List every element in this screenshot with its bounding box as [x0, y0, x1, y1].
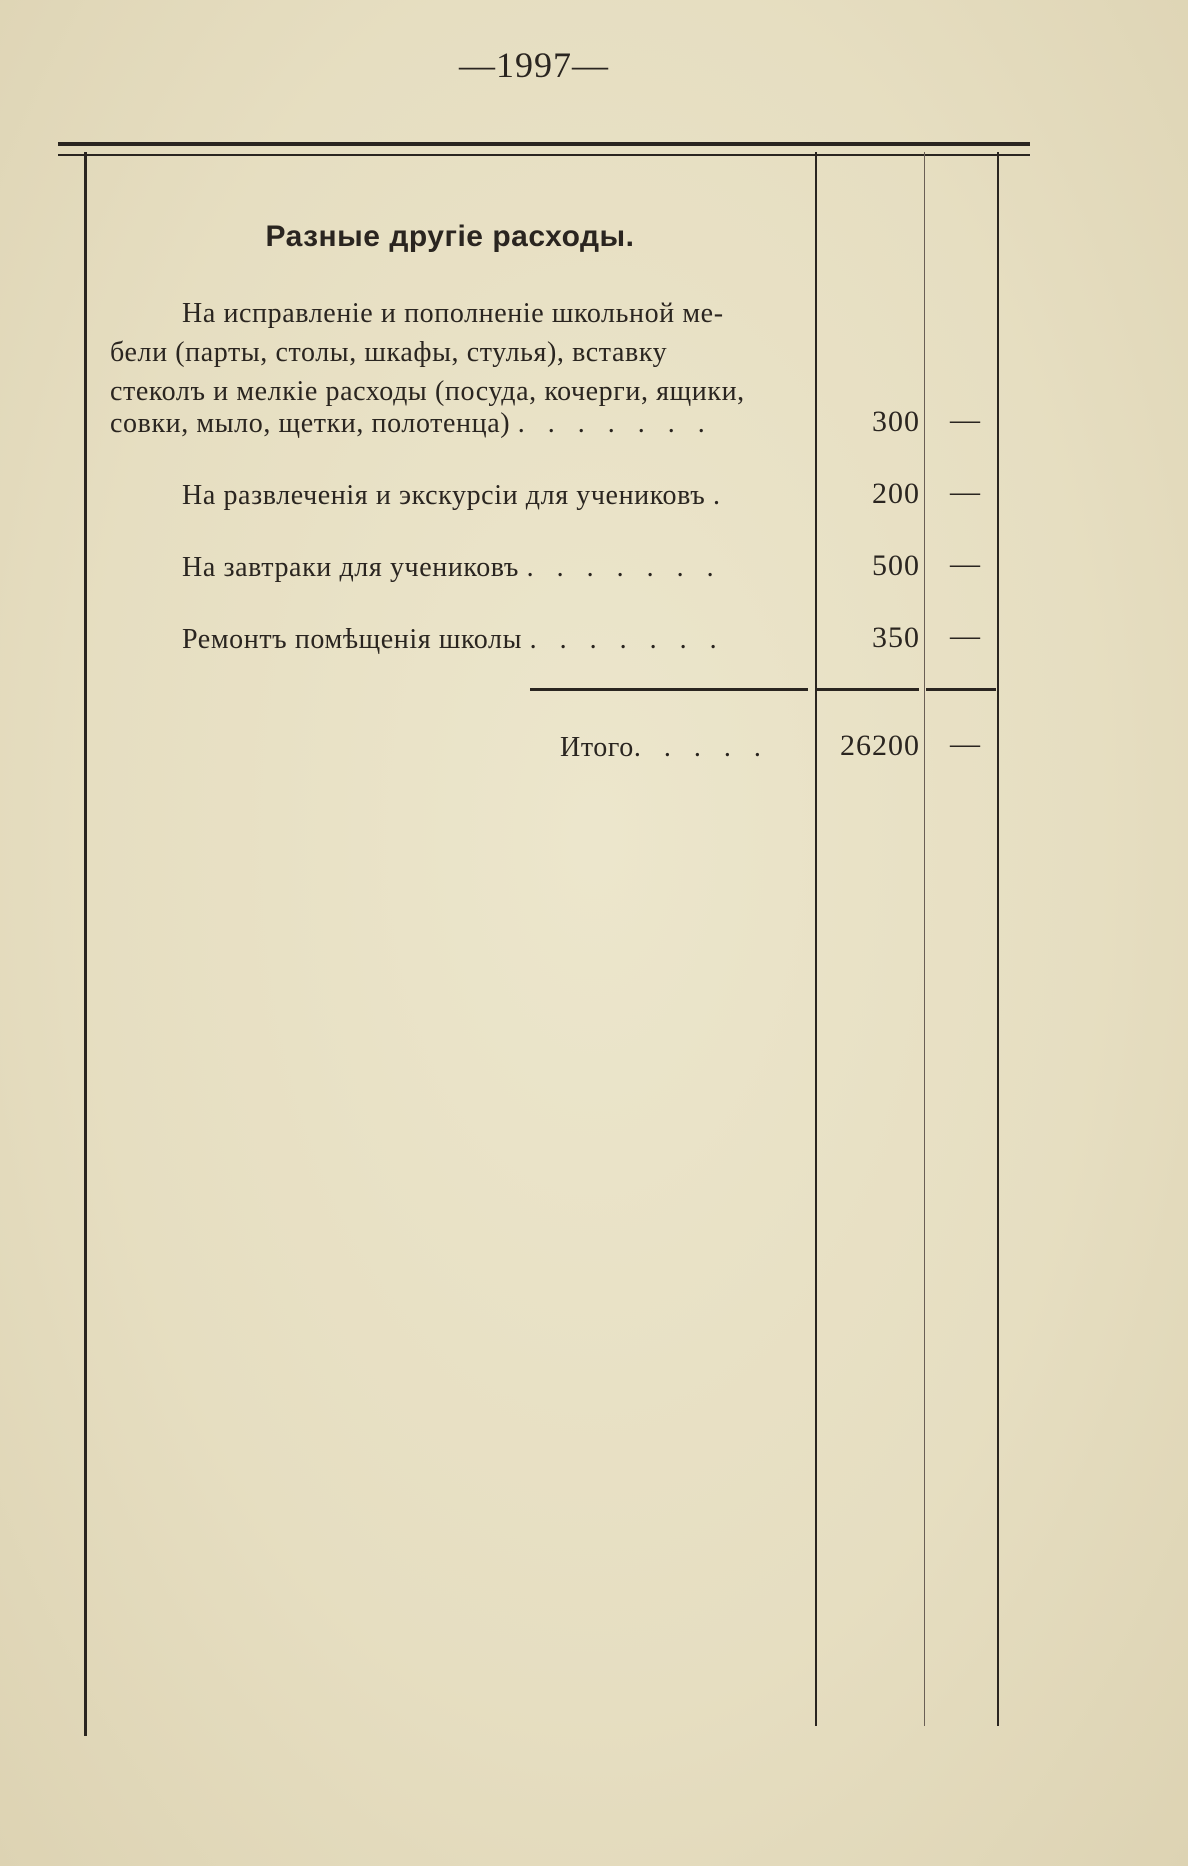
item-4-label: Ремонтъ помѣщенія школы — [182, 624, 523, 655]
item-4-kopecks: — — [950, 619, 980, 652]
kopeck-column-rule — [924, 152, 925, 1726]
item-3-label: На завтраки для учениковъ — [182, 552, 520, 583]
item-2-line — [182, 478, 800, 514]
sum-rule-kopecks — [926, 688, 996, 691]
section-title: Разные другіе расходы. — [265, 220, 635, 253]
item-1-kopecks: — — [950, 403, 980, 436]
item-4-amount: 350 — [872, 621, 920, 654]
total-label: Итого — [560, 732, 634, 763]
item-1-line-4-text: совки, мыло, щетки, полотенца) — [110, 408, 511, 439]
item-3-leader-dots: . . . . . . . — [526, 552, 722, 583]
total-amount: 26200 — [840, 729, 920, 762]
total-leader-dots: . . . . . — [633, 732, 769, 763]
total-kopecks: — — [950, 727, 980, 760]
top-double-rule — [58, 142, 1030, 156]
item-1-line-1: На исправленіе и пополненіе школьной ме- — [182, 298, 724, 329]
item-1-amount: 300 — [872, 405, 920, 438]
item-2-label: На развлеченія и экскурсіи для учениковъ — [182, 480, 706, 511]
item-1-line-4 — [110, 406, 800, 442]
item-3-line — [182, 550, 800, 586]
amount-column-rule — [815, 152, 817, 1726]
item-2-leader-dots: . — [712, 480, 721, 511]
item-3-amount: 500 — [872, 549, 920, 582]
item-1-line-3: стеколъ и мелкіе расходы (посуда, кочерги, ящики, — [110, 376, 745, 407]
item-1-leader-dots: . . . . . . . — [517, 408, 713, 439]
total-line — [560, 730, 800, 766]
item-4-line — [182, 622, 800, 658]
sum-rule-text — [530, 688, 808, 691]
left-column-rule — [84, 152, 87, 1736]
item-2-kopecks: — — [950, 475, 980, 508]
item-1-line-2: бели (парты, столы, шкафы, стулья), вставку — [110, 337, 668, 368]
item-2-amount: 200 — [872, 477, 920, 510]
page-number: —1997— — [459, 45, 609, 85]
sum-rule-amount — [815, 688, 919, 691]
item-3-kopecks: — — [950, 547, 980, 580]
item-4-leader-dots: . . . . . . . — [529, 624, 725, 655]
right-column-rule — [997, 152, 999, 1726]
